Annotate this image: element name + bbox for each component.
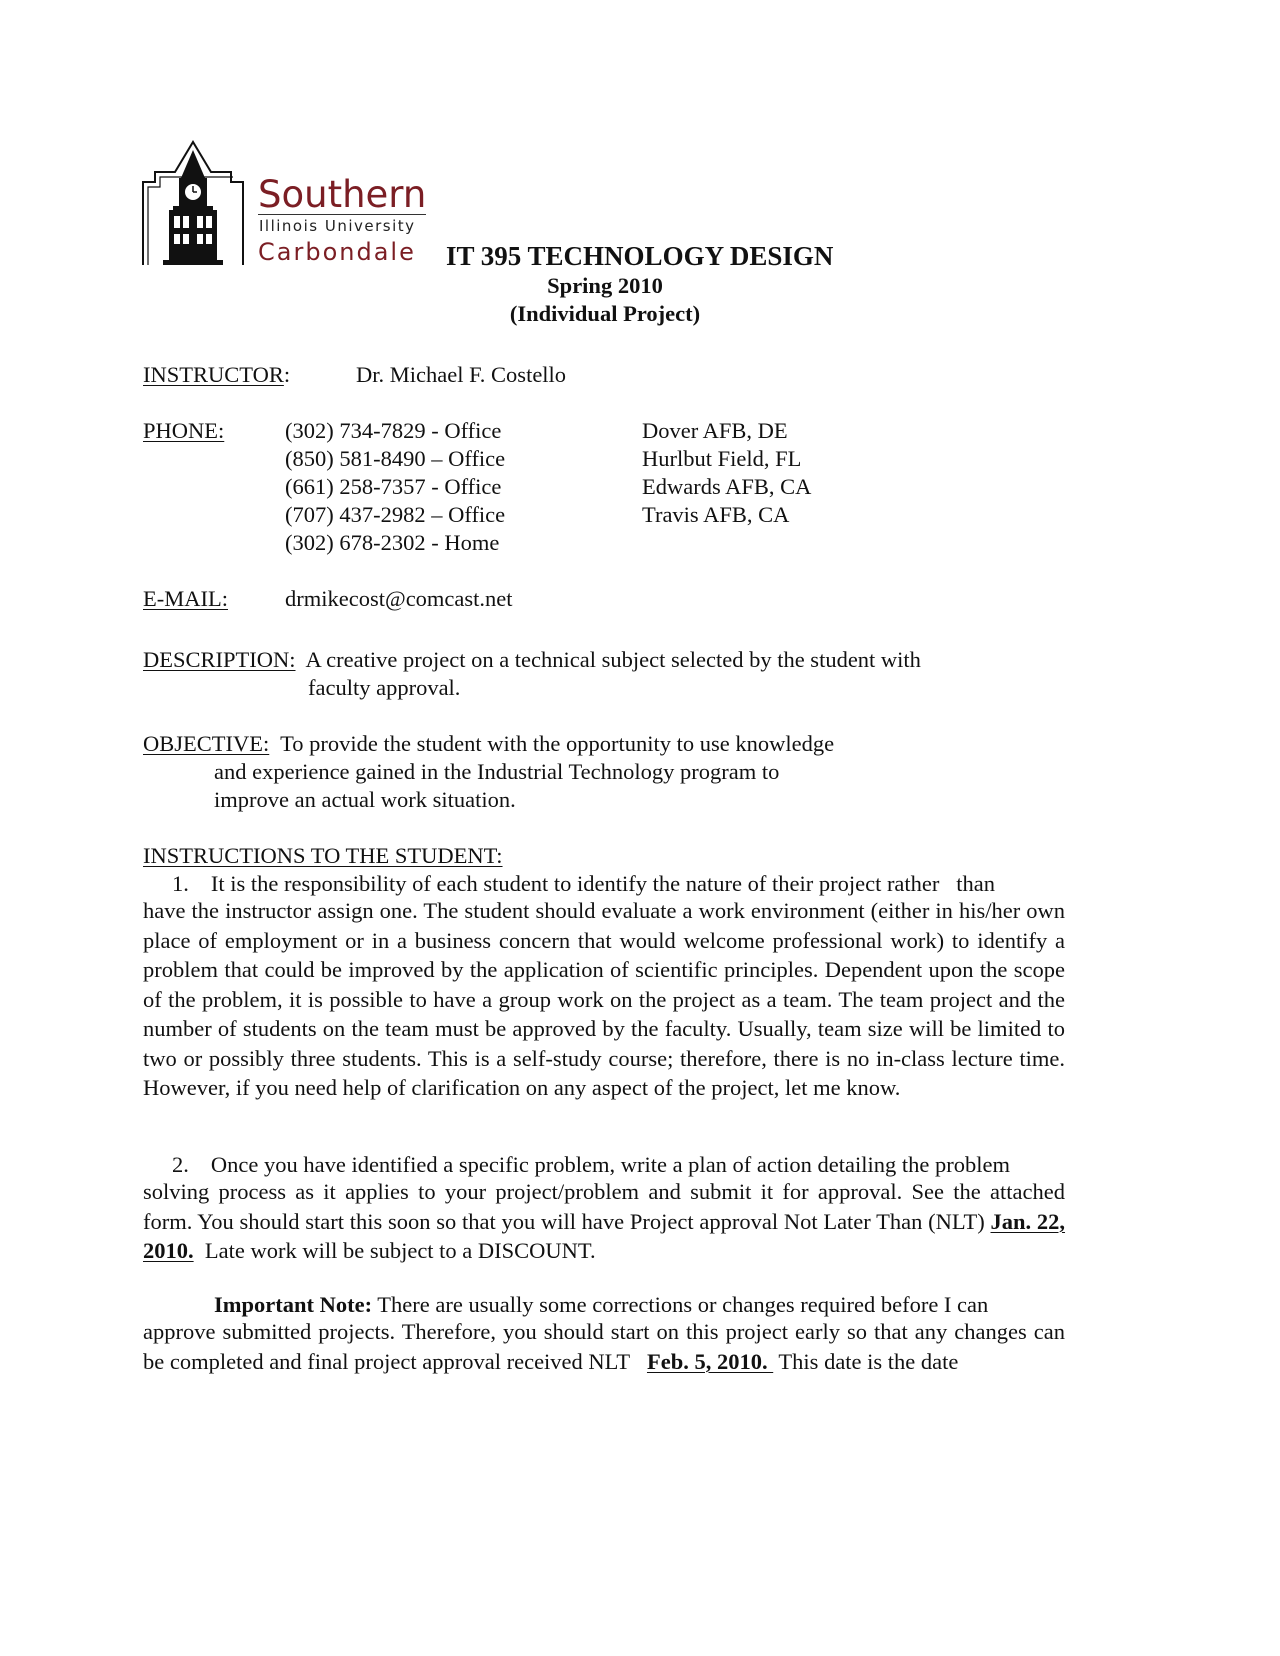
logo-southern: Southern (258, 173, 427, 216)
instructor-label: INSTRUCTOR (143, 362, 284, 387)
email-address[interactable]: drmikecost@comcast.net (285, 586, 513, 611)
course-term: Spring 2010 (547, 273, 663, 298)
instruction-item-2-body (143, 1177, 1065, 1266)
instruction-item-2-first-line (172, 1154, 1010, 1177)
objective-text: To provide the student with the opportunity to use knowledge (280, 731, 835, 756)
description-line-1 (143, 649, 921, 672)
objective-line-2: and experience gained in the Industrial Technology program to (214, 759, 780, 784)
instructor-colon: : (283, 362, 291, 387)
description-label: DESCRIPTION: (143, 647, 296, 672)
item-2-late-note: Late work will be subject to a DISCOUNT. (193, 1238, 596, 1263)
item-text: It is the responsibility of each student to identify the nature of their project rather than (210, 871, 996, 896)
logo-illinois-university: Illinois University (259, 217, 416, 235)
phone-label: PHONE: (143, 418, 225, 443)
project-type: (Individual Project) (509, 301, 701, 326)
objective-line-1 (143, 733, 834, 756)
phone-number: (302) 734-7829 - Office (285, 418, 502, 443)
item-number: 1. (172, 871, 189, 896)
logo-carbondale: Carbondale (258, 238, 416, 266)
phone-location: Edwards AFB, CA (642, 474, 812, 499)
phone-number: (661) 258-7357 - Office (285, 474, 502, 499)
phone-number: (850) 581-8490 – Office (285, 446, 506, 471)
clock-tower-icon (141, 140, 247, 266)
item-number: 2. (172, 1152, 189, 1177)
important-note-label: Important Note: (214, 1292, 373, 1317)
phone-location: Dover AFB, DE (642, 418, 788, 443)
final-approval-deadline: Feb. 5, 2010. (646, 1348, 774, 1374)
phone-location: Hurlbut Field, FL (642, 446, 802, 471)
instructor-name: Dr. Michael F. Costello (356, 362, 567, 387)
phone-number: (707) 437-2982 – Office (285, 502, 506, 527)
important-note-first-line (214, 1294, 988, 1317)
approval-deadline: Jan. 22, 2010. (143, 1208, 1066, 1263)
description-text: A creative project on a technical subject selected by the student with (305, 647, 921, 672)
instructions-heading: INSTRUCTIONS TO THE STUDENT: (143, 843, 503, 868)
description-line-2: faculty approval. (308, 675, 461, 700)
course-title: IT 395 TECHNOLOGY DESIGN (446, 241, 834, 271)
phone-location: Travis AFB, CA (642, 502, 790, 527)
phone-number: (302) 678-2302 - Home (285, 530, 500, 555)
important-note-body (143, 1317, 1065, 1376)
note-after: This date is the date (773, 1348, 959, 1374)
instructor-row (143, 364, 290, 387)
item-text: Once you have identified a specific problem, write a plan of action detailing the problem (210, 1152, 1010, 1177)
instruction-item-1-first-line (172, 873, 995, 896)
important-note-text: There are usually some corrections or changes required before I can (372, 1292, 989, 1317)
objective-label: OBJECTIVE: (143, 731, 270, 756)
instruction-item-1-body: have the instructor assign one. The student should evaluate a work environment (either in his/her own place of employment or in a business concern that would welcome professional work) to identify a problem that could be improved by the application of scientific principles. Dependent upon the scope of the problem, it is possible to have a group work on the project as a team. The team project and the number of students on the team must be approved by the faculty. Usually, team size will be limited to two or possibly three students. This is a self-study course; therefore, there is no in-class lecture time. However, if you need help of clarification on any aspect of the project, let me know. (143, 898, 1065, 1100)
item-2-text: solving process as it applies to your project/problem and submit it for approval. See the attached form. You should start this soon so that you will have Project approval Not Later Than (NLT) (143, 1179, 1065, 1234)
email-label: E-MAIL: (143, 586, 228, 611)
note-text: approve submitted projects. Therefore, you should start on this project early so that any changes can be completed and final project approval received NLT (143, 1319, 1065, 1374)
logo-divider (258, 214, 426, 215)
objective-line-3: improve an actual work situation. (214, 787, 516, 812)
university-logo (141, 140, 441, 270)
